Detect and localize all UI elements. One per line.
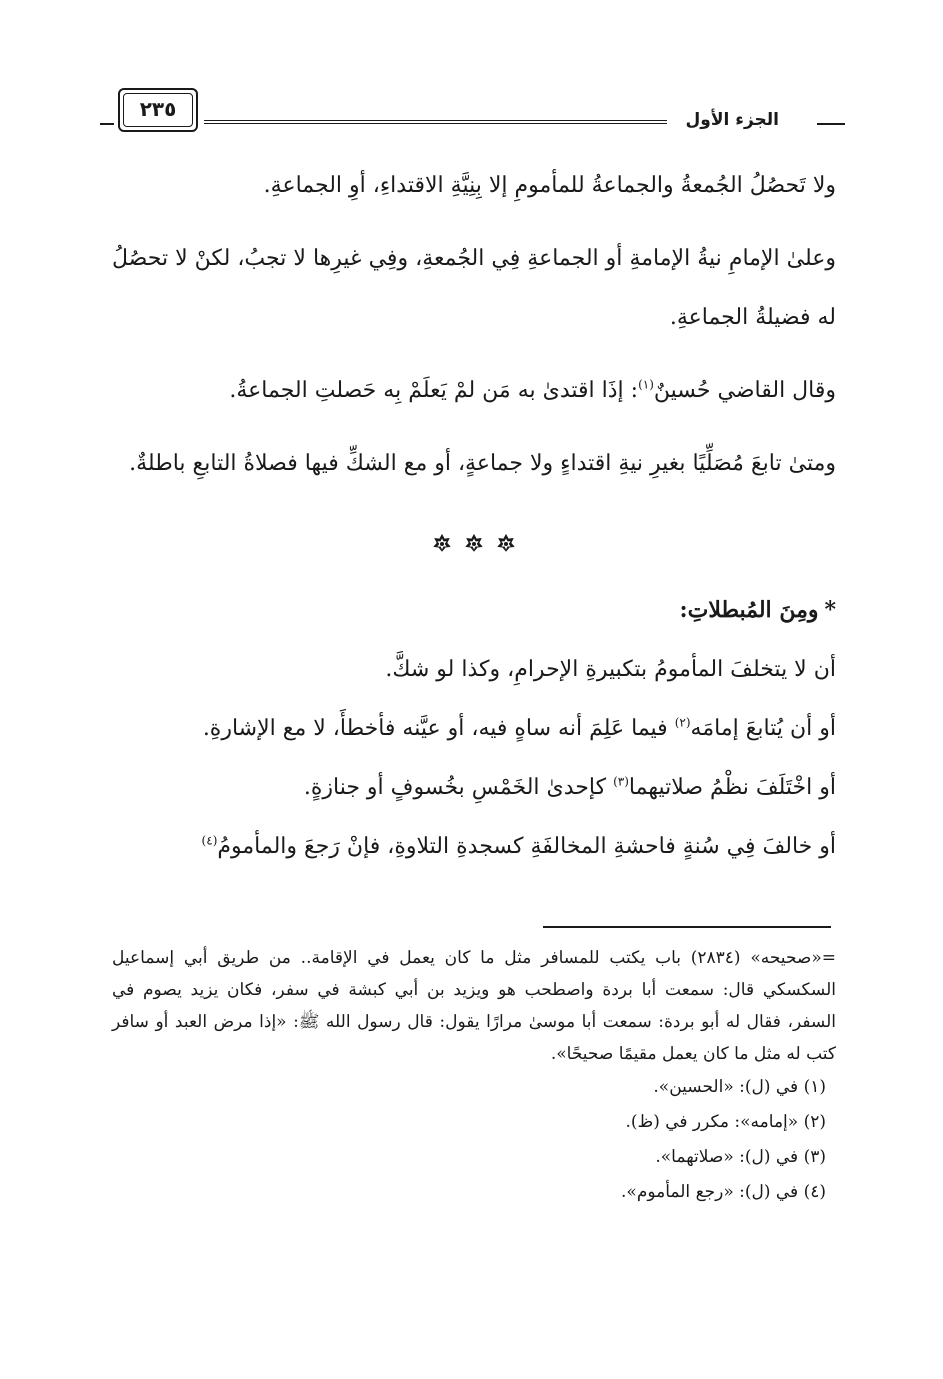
page-number: ٢٣٥ bbox=[139, 97, 177, 121]
footnote: (٣) في (ل): «صلاتهما». bbox=[655, 1147, 826, 1167]
list-item bbox=[112, 758, 836, 817]
footnote-ref: (٢) bbox=[674, 715, 691, 730]
header-dash-right bbox=[817, 123, 845, 125]
running-title: الجزء الأول bbox=[685, 110, 779, 130]
paragraph bbox=[112, 361, 836, 420]
ornament-star-icon bbox=[463, 533, 485, 555]
paragraph: ومتىٰ تابعَ مُصَلِّيًا بغيرِ نيةِ اقتداءٍ ولا جماعةٍ، أو مع الشكِّ فيها فصلاةُ التابعِ باطلةٌ. bbox=[129, 451, 836, 476]
footnote-continuation: =«صحيحه» (٢٨٣٤) باب يكتب للمسافر مثل ما كان يعمل في الإقامة.. من طريق أبي إسماعيل السكسكي قال: سمعت أبا بردة واصطحب هو ويزيد بن أبي كبشة في سفر، فكان يزيد يصوم في السفر، فقال له أبو بردة: سمعت أبا موسىٰ مرارًا يقول: قال رسول الله ﷺ: «إذا مرض العبد أو سافر كتب له مثل ما كان يعمل مقيمًا صحيحًا». bbox=[112, 948, 836, 1064]
paragraph-text: أو اخْتَلَفَ نظْمُ صلاتيهما bbox=[628, 775, 836, 800]
page-number-frame bbox=[118, 88, 198, 132]
footnote-ref: (٣) bbox=[613, 774, 629, 789]
header-rule bbox=[204, 120, 667, 124]
paragraph-text: : إذَا اقتدىٰ به مَن لمْ يَعلَمْ بِه حَصلتِ الجماعةُ. bbox=[229, 378, 639, 403]
paragraph: ولا تَحصُلُ الجُمعةُ والجماعةُ للمأمومِ إلا بِنِيَّةِ الاقتداءِ، أوِ الجماعةِ. bbox=[263, 173, 836, 198]
page-header bbox=[100, 84, 845, 164]
footnote-separator bbox=[543, 926, 831, 928]
section-marker: * bbox=[824, 597, 836, 623]
section-divider bbox=[112, 507, 836, 581]
header-dash-left bbox=[100, 123, 114, 125]
footnotes bbox=[112, 942, 836, 1210]
footnote: (٤) في (ل): «رجع المأموم». bbox=[621, 1182, 826, 1202]
paragraph-text: وقال القاضي حُسينٌ bbox=[653, 378, 836, 403]
paragraph-text: كإحدىٰ الخَمْسِ بخُسوفٍ أو جنازةٍ. bbox=[303, 775, 614, 800]
list-item bbox=[112, 817, 836, 876]
section-heading-text: ومِنَ المُبطلاتِ: bbox=[679, 597, 819, 623]
list-item: أن لا يتخلفَ المأمومُ بتكبيرةِ الإحرامِ، وكذا لو شكَّ. bbox=[385, 657, 836, 682]
footnote: (٢) «إمامه»: مكرر في (ظ). bbox=[625, 1112, 826, 1132]
ornament-star-icon bbox=[495, 533, 517, 555]
ornament-star-icon bbox=[431, 533, 453, 555]
main-text bbox=[112, 156, 836, 876]
paragraph-text: أو أن يُتابعَ إمامَه bbox=[690, 716, 836, 741]
list-item bbox=[112, 699, 836, 758]
paragraph-text: فيما عَلِمَ أنه ساهٍ فيه، أو عيَّنه فأخطأَ، لا مع الإشارةِ. bbox=[202, 716, 675, 741]
footnote-ref: (١) bbox=[638, 377, 654, 392]
paragraph-text: أو خالفَ فِي سُنةٍ فاحشةِ المخالفَةِ كسجدةِ التلاوةِ، فإنْ رَجعَ والمأمومُ bbox=[217, 834, 836, 859]
footnote-ref: (٤) bbox=[201, 833, 218, 848]
footnote: (١) في (ل): «الحسين». bbox=[653, 1077, 826, 1097]
section-heading bbox=[112, 581, 836, 640]
paragraph: وعلىٰ الإمامِ نيةُ الإمامةِ أو الجماعةِ فِي الجُمعةِ، وفِي غيرِها لا تجبُ، لكنْ لا تحصُلُ له فضيلةُ الجماعةِ. bbox=[112, 246, 836, 330]
